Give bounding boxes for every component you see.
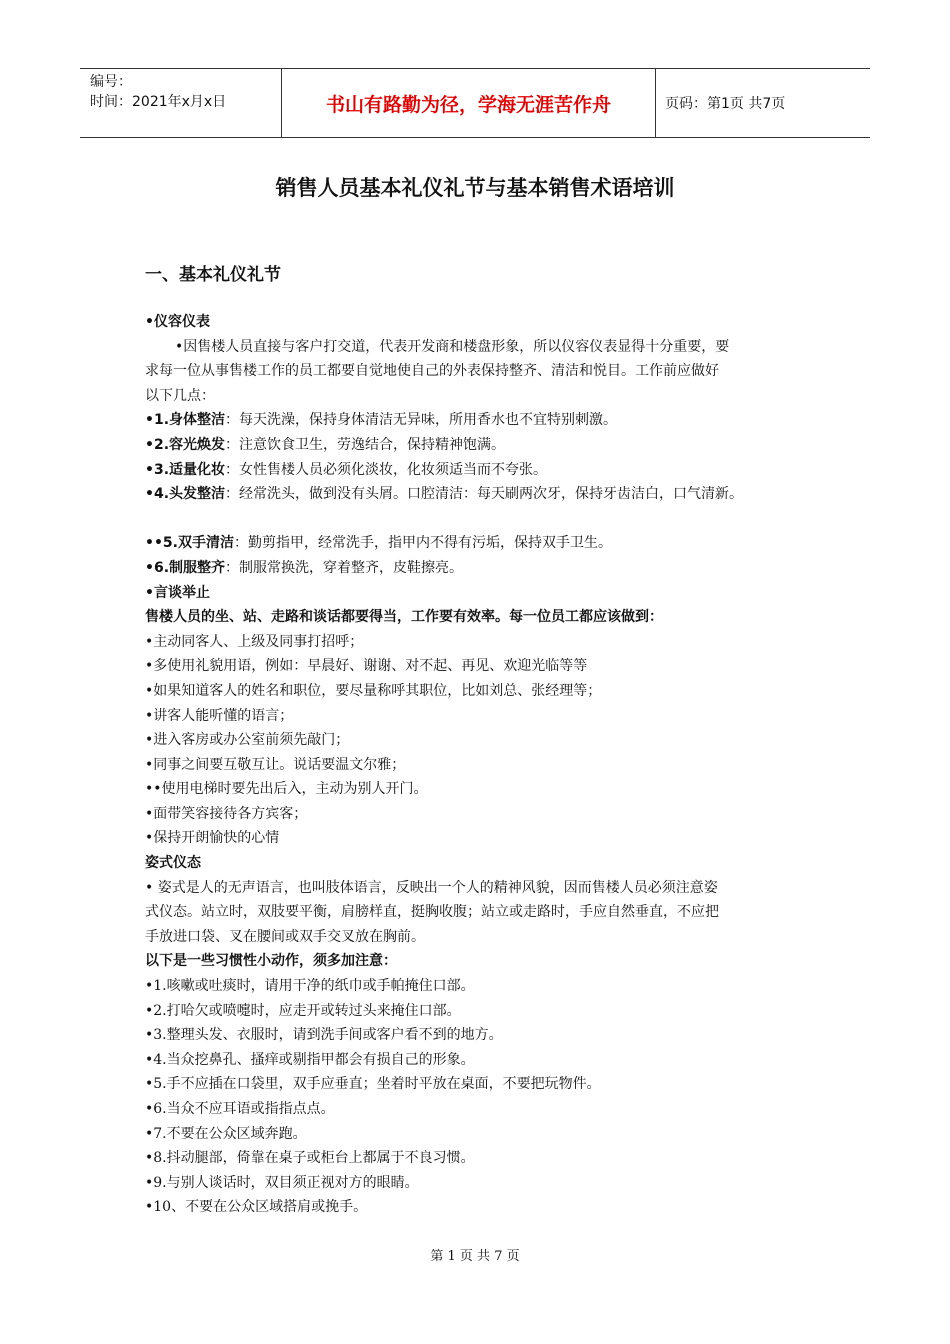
posture-heading: 姿式仪态 [145, 855, 201, 872]
speech-heading: •言谈举止 [145, 584, 210, 601]
list-item: •9.与别人谈话时，双目须正视对方的眼睛。 [145, 1174, 419, 1191]
list-item [145, 531, 825, 556]
list-item [145, 556, 825, 581]
list-item: •讲客人能听懂的语言； [145, 707, 294, 724]
list-item: •主动同客人、上级及同事打招呼； [145, 633, 364, 650]
list-item [145, 433, 825, 458]
page-footer: 第 1 页 共 7 页 [430, 1249, 520, 1264]
list-item [145, 482, 825, 507]
appearance-heading: •仪容仪表 [145, 314, 210, 330]
time-label: 时间：2021年x月x日 [90, 94, 227, 110]
list-item: •保持开朗愉快的心情 [145, 830, 280, 847]
page-header [80, 68, 870, 138]
list-item: •7.不要在公众区域奔跑。 [145, 1125, 307, 1142]
item-label: •6.制服整齐 [145, 559, 226, 576]
header-page-info: 页码：第1页 共7页 [665, 96, 786, 112]
number-label: 编号： [90, 74, 132, 90]
list-item: •6.当众不应耳语或指指点点。 [145, 1101, 335, 1117]
posture-text-line: • 姿式是人的无声语言，也叫肢体语言，反映出一个人的精神风貌，因而售楼人员必须注意姿 [145, 879, 718, 896]
item-text: ：女性售楼人员必须化淡妆，化妆须适当而不夸张。 [225, 461, 548, 478]
item-label: •3.适量化妆 [145, 461, 226, 478]
list-item: •进入客房或办公室前须先敲门； [145, 732, 350, 749]
spacer [145, 507, 825, 532]
item-text: ：经常洗头，做到没有头屑。口腔清洁：每天刷两次牙，保持牙齿洁白，口气清新。 [225, 486, 744, 503]
list-item: •3.整理头发、衣服时，请到洗手间或客户看不到的地方。 [145, 1027, 503, 1044]
list-item: •10、不要在公众区域搭肩或挽手。 [145, 1199, 368, 1216]
item-text: ：每天洗澡，保持身体清洁无异味，所用香水也不宜特别刺激。 [225, 412, 618, 429]
appearance-intro-line: 以下几点： [145, 387, 215, 404]
list-item [145, 458, 825, 483]
item-label: •1.身体整洁 [145, 412, 226, 429]
list-item: •如果知道客人的姓名和职位，要尽量称呼其职位，比如刘总、张经理等； [145, 682, 602, 699]
item-label: •4.头发整洁 [145, 486, 226, 503]
list-item: •4.当众挖鼻孔、搔痒或剔指甲都会有损自己的形象。 [145, 1051, 475, 1068]
list-item: •2.打哈欠或喷嚏时，应走开或转过头来掩住口部。 [145, 1002, 461, 1019]
item-label: ••5.双手清洁 [145, 535, 234, 552]
list-item [145, 408, 825, 433]
header-meta [80, 69, 280, 137]
list-item: •8.抖动腿部，倚靠在桌子或柜台上都属于不良习惯。 [145, 1150, 475, 1167]
list-item: •1.咳嗽或吐痰时，请用干净的纸巾或手帕掩住口部。 [145, 978, 475, 995]
list-item: •同事之间要互敬互让。说话要温文尔雅； [145, 756, 406, 773]
document-title: 销售人员基本礼仪礼节与基本销售术语培训 [275, 176, 675, 200]
item-label: •2.容光焕发 [145, 436, 226, 453]
list-item: •面带笑容接待各方宾客； [145, 805, 308, 822]
appearance-intro-line: •因售楼人员直接与客户打交道，代表开发商和楼盘形象，所以仪容仪表显得十分重要，要 [175, 338, 730, 355]
document-body [145, 310, 825, 1220]
item-text: ：注意饮食卫生，劳逸结合，保持精神饱满。 [225, 436, 506, 453]
posture-lead: 以下是一些习惯性小动作，须多加注意： [145, 953, 397, 970]
section-heading: 一、基本礼仪礼节 [145, 265, 281, 285]
header-motto: 书山有路勤为径，学海无涯苦作舟 [281, 69, 656, 137]
appearance-intro-line: 求每一位从事售楼工作的员工都要自觉地使自己的外表保持整齐、清洁和悦目。工作前应做好 [145, 363, 719, 380]
posture-text-line: 式仪态。站立时，双肢要平衡，肩膀样直，挺胸收腹；站立或走路时，手应自然垂直，不应把 [145, 904, 719, 921]
posture-text-line: 手放进口袋、叉在腰间或双手交叉放在胸前。 [145, 928, 425, 945]
list-item: ••使用电梯时要先出后入，主动为别人开门。 [145, 781, 428, 798]
list-item: •5.手不应插在口袋里，双手应垂直；坐着时平放在桌面，不要把玩物件。 [145, 1076, 601, 1093]
item-text: ：勤剪指甲，经常洗手，指甲内不得有污垢，保持双手卫生。 [233, 535, 612, 552]
speech-lead: 售楼人员的坐、站、走路和谈话都要得当，工作要有效率。每一位员工都应该做到： [145, 609, 663, 626]
list-item: •多使用礼貌用语，例如：早晨好、谢谢、对不起、再见、欢迎光临等等 [145, 658, 588, 675]
item-text: ：制服常换洗，穿着整齐，皮鞋擦亮。 [225, 559, 464, 576]
